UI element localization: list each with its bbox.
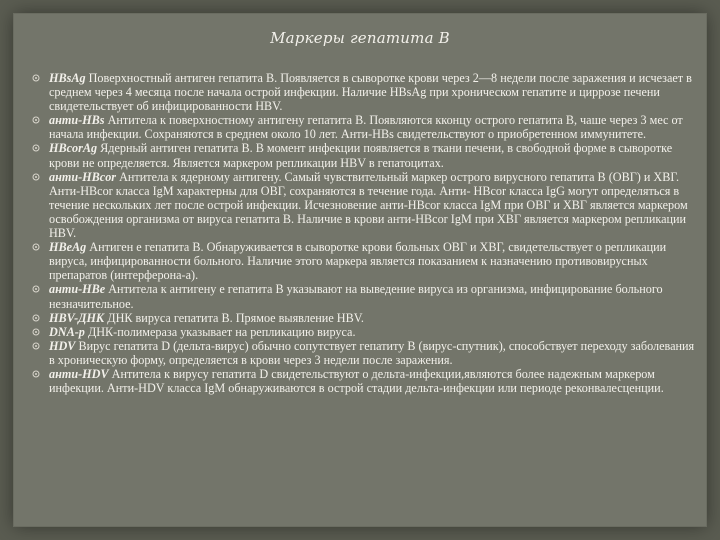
marker-term: HDV [49,338,76,353]
marker-description: Ядерный антиген гепатита В. В момент инфекции появляется в ткани печени, в свободной форме в сыворотке крови не определяется. Является маркером репликации HBV в гепатоцитах. [49,141,673,170]
marker-description: ДНК-полимераза указывает на репликацию вируса. [84,324,356,339]
marker-term: HBV-ДНК [49,310,105,325]
marker-description: Антиген е гепатита B. Обнаруживается в сыворотке крови больных ОВГ и ХВГ, свидетельствует о репликации вируса, инфицированности больного. Наличие этого маркера является показанием к назначению противовирусных препаратов (интерферона-а). [49,240,667,283]
marker-description: Поверхностный антиген гепатита B. Появляется в сыворотке крови через 2—8 недели после заражения и исчезает в среднем через 4 месяца после начала острой инфекции. Наличие HBsAg при хроническом гепатите и циррозе печени свидетельствует об инфицированности HBV. [49,71,692,114]
marker-description: ДНК вируса гепатита В. Прямое выявление HBV. [104,310,364,325]
marker-description: Антитела к антигену е гепатита В указывают на выведение вируса из организма, инфицирование больного незначительное. [49,282,663,311]
ring-bullet-icon [32,342,40,350]
marker-list [32,71,696,395]
marker-term: анти-HBcor [49,169,117,184]
ring-bullet-icon [32,74,40,82]
list-item [32,282,696,310]
list-item [32,367,696,395]
list-item [32,311,696,325]
list-item [32,170,696,240]
marker-term: анти-HBs [49,113,105,128]
marker-term: анти-HBe [49,282,106,297]
marker-term: HBcorAg [49,141,98,156]
ring-bullet-icon [32,144,40,152]
list-item [32,113,696,141]
ring-bullet-icon [32,314,40,322]
slide-title: Маркеры гепатита В [270,29,450,47]
marker-term: DNA-р [49,324,85,339]
marker-description: Вирус гепатита D (дельта-вирус) обычно сопутствует гепатиту В (вирус-спутник), способствует переходу заболевания в хроническую форму, определяется в крови через 3 недели после заражения. [49,338,695,367]
ring-bullet-icon [32,285,40,293]
list-item [32,71,696,113]
ring-bullet-icon [32,173,40,181]
marker-term: HBsAg [49,71,86,85]
marker-description: Антитела к ядерному антигену. Самый чувствительный маркер острого вирусного гепатита В (ОВГ) и ХВГ. Анти-HBcor класса IgM характерны для ОВГ, сохраняются в течение года. Анти- HBcor класса IgG могут определяться в течение нескольких лет после острой инфекции. Исчезновение анти-HBcor класса IgM при ОВГ и ХВГ является маркером освобождения организма от вируса гепатита В. Наличие в крови анти-HBcor IgM при ХВГ является маркером репликации HBV. [49,169,688,241]
marker-description: Антитела к вирусу гепатита D свидетельствуют о дельта-инфекции,являются более надежным маркером инфекции. Анти-HDV класса IgM обнаруживаются в острой стадии дельта-инфекции или периоде реконвалесценции. [49,366,664,396]
marker-description: Антитела к поверхностному антигену гепатита В. Появляются кконцу острого гепатита В, чаше через 3 мес от начала инфекции. Сохраняются в среднем около 10 лет. Анти-HBs свидетельствуют о приобретенном иммунитете. [49,113,683,142]
ring-bullet-icon [32,116,40,124]
ring-bullet-icon [32,328,40,336]
ring-bullet-icon [32,243,40,251]
ring-bullet-icon [32,370,40,378]
list-item [32,240,696,282]
list-item [32,339,696,367]
list-item [32,325,696,339]
marker-term: HBeAg [49,240,87,255]
marker-term: анти-HDV [49,366,109,381]
list-item [32,141,696,169]
